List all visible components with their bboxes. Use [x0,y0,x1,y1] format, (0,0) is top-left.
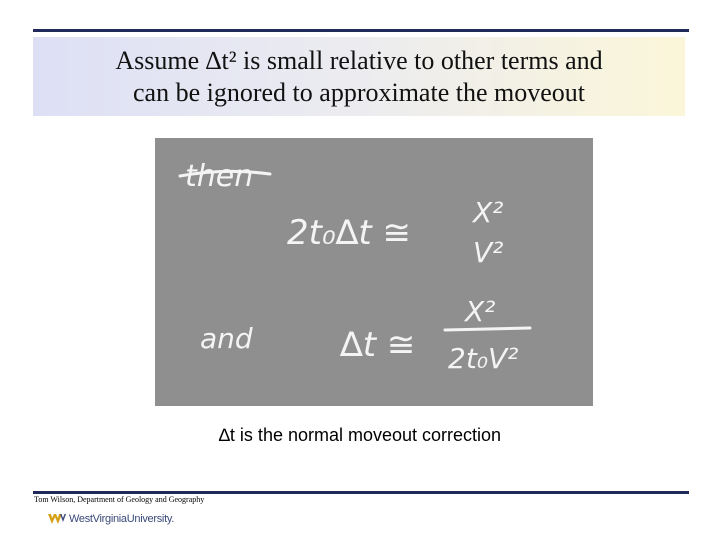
chalk-eq1-lhs: 2t₀∆t ≅ [287,213,411,253]
chalkboard-image [155,138,593,406]
slide-title [33,45,685,109]
bottom-rule [33,491,689,494]
top-rule [33,29,689,32]
chalk-eq2-fraction-bar [445,328,530,330]
slide-title-line-1: Assume ∆t² is small relative to other terms and [115,46,603,75]
chalk-eq2-denominator: 2t₀V² [448,342,519,375]
slide-caption: ∆t is the normal moveout correction [218,425,502,445]
chalk-eq1-denominator: V² [473,236,504,269]
university-logo [48,508,174,530]
chalk-eq2-numerator: X² [465,295,496,328]
slide-title-line-2: can be ignored to approximate the moveout [133,78,585,107]
chalk-eq2-lhs: ∆t ≅ [340,325,416,365]
chalk-word-then: then [185,159,254,194]
wvu-flying-wv-icon [48,512,66,526]
chalkboard-drawing [155,138,593,406]
footer-author: Tom Wilson, Department of Geology and Geography [34,495,205,504]
chalk-eq1-numerator: X² [473,196,504,229]
chalk-word-and: and [200,322,253,355]
logo-text: WestVirginiaUniversity. [69,513,174,525]
